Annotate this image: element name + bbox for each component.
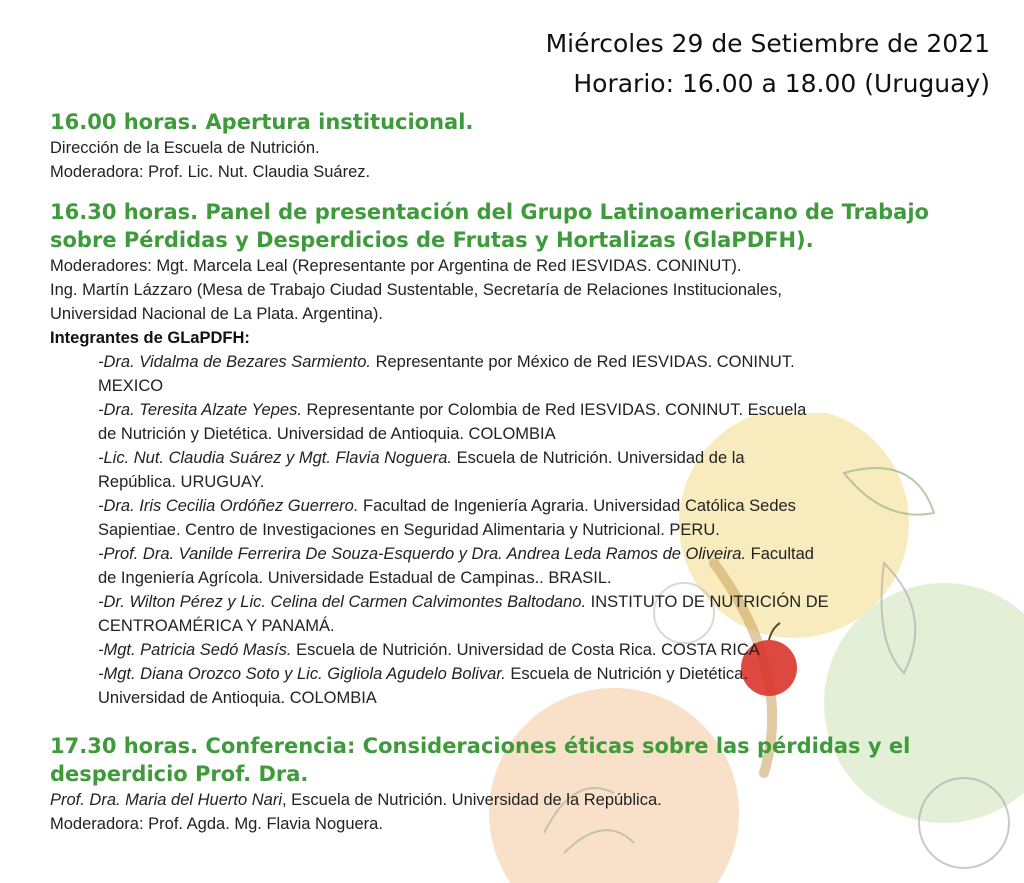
- member-description: MEXICO: [98, 377, 164, 395]
- member-name: -Lic. Nut. Claudia Suárez y Mgt. Flavia Noguera.: [98, 449, 452, 467]
- member-description: Facultad de Ingeniería Agraria. Universidad Católica Sedes: [358, 497, 796, 515]
- moderators-text: Universidad Nacional de La Plata. Argentina).: [50, 305, 383, 323]
- section-line: Moderadora: Prof. Lic. Nut. Claudia Suárez.: [50, 163, 371, 181]
- section-title: 16.30 horas. Panel de presentación del Grupo Latinoamericano de Trabajo: [50, 200, 929, 224]
- member-item: [98, 494, 995, 542]
- member-description: República. URUGUAY.: [98, 473, 265, 491]
- member-name: -Dra. Teresita Alzate Yepes.: [98, 401, 302, 419]
- members-heading: Integrantes de GLaPDFH:: [50, 329, 250, 347]
- member-description: Escuela de Nutrición. Universidad de la: [452, 449, 745, 467]
- member-name: -Dra. Vidalma de Bezares Sarmiento.: [98, 353, 371, 371]
- section-panel: [50, 198, 995, 710]
- section-title: desperdicio Prof. Dra.: [50, 762, 309, 786]
- section-line: Dirección de la Escuela de Nutrición.: [50, 139, 320, 157]
- event-schedule: Horario: 16.00 a 18.00 (Uruguay): [573, 69, 990, 98]
- member-description: CENTROAMÉRICA Y PANAMÁ.: [98, 617, 335, 635]
- member-description: INSTITUTO DE NUTRICIÓN DE: [586, 593, 829, 611]
- section-conference: [50, 732, 995, 836]
- member-name: -Prof. Dra. Vanilde Ferrerira De Souza-Esquerdo y Dra. Andrea Leda Ramos de Oliveira.: [98, 545, 747, 563]
- member-name: -Mgt. Diana Orozco Soto y Lic. Gigliola Agudelo Bolivar.: [98, 665, 506, 683]
- member-description: Escuela de Nutrición. Universidad de Costa Rica. COSTA RICA: [291, 641, 760, 659]
- member-item: [98, 662, 995, 710]
- member-description: Representante por México de Red IESVIDAS. CONINUT.: [370, 353, 795, 371]
- member-item: [98, 638, 995, 662]
- member-description: Universidad de Antioquia. COLOMBIA: [98, 689, 377, 707]
- member-description: de Nutrición y Dietética. Universidad de Antioquia. COLOMBIA: [98, 425, 556, 443]
- section-title: 17.30 horas. Conferencia: Consideraciones éticas sobre las pérdidas y el: [50, 734, 911, 758]
- member-name: -Mgt. Patricia Sedó Masís.: [98, 641, 292, 659]
- member-description: de Ingeniería Agrícola. Universidade Estadual de Campinas.. BRASIL.: [98, 569, 612, 587]
- section-title: sobre Pérdidas y Desperdicios de Frutas y Hortalizas (GlaPDFH).: [50, 228, 814, 252]
- section-opening: [50, 108, 995, 184]
- moderator-line: Moderadora: Prof. Agda. Mg. Flavia Noguera.: [50, 815, 383, 833]
- member-item: [98, 590, 995, 638]
- speaker-line: [50, 788, 995, 812]
- member-name: -Dr. Wilton Pérez y Lic. Celina del Carmen Calvimontes Baltodano.: [98, 593, 587, 611]
- moderators-text: Moderadores: Mgt. Marcela Leal (Representante por Argentina de Red IESVIDAS. CONINUT).: [50, 257, 742, 275]
- member-description: Sapientiae. Centro de Investigaciones en Seguridad Alimentaria y Nutricional. PERU.: [98, 521, 720, 539]
- member-item: [98, 542, 995, 590]
- event-date: Miércoles 29 de Setiembre de 2021: [545, 29, 990, 58]
- member-description: Facultad: [746, 545, 814, 563]
- member-name: -Dra. Iris Cecilia Ordóñez Guerrero.: [98, 497, 359, 515]
- member-description: Representante por Colombia de Red IESVIDAS. CONINUT. Escuela: [301, 401, 807, 419]
- program-content: [50, 108, 995, 836]
- speaker-description: , Escuela de Nutrición. Universidad de la República.: [282, 791, 662, 809]
- member-item: [98, 446, 995, 494]
- member-item: [98, 350, 995, 398]
- moderators-text: Ing. Martín Lázzaro (Mesa de Trabajo Ciudad Sustentable, Secretaría de Relaciones Institucionales,: [50, 281, 782, 299]
- speaker-name: Prof. Dra. Maria del Huerto Nari: [50, 791, 282, 809]
- section-title: 16.00 horas. Apertura institucional.: [50, 110, 474, 134]
- member-description: Escuela de Nutrición y Dietética.: [505, 665, 748, 683]
- member-item: [98, 398, 995, 446]
- event-header: [546, 24, 990, 104]
